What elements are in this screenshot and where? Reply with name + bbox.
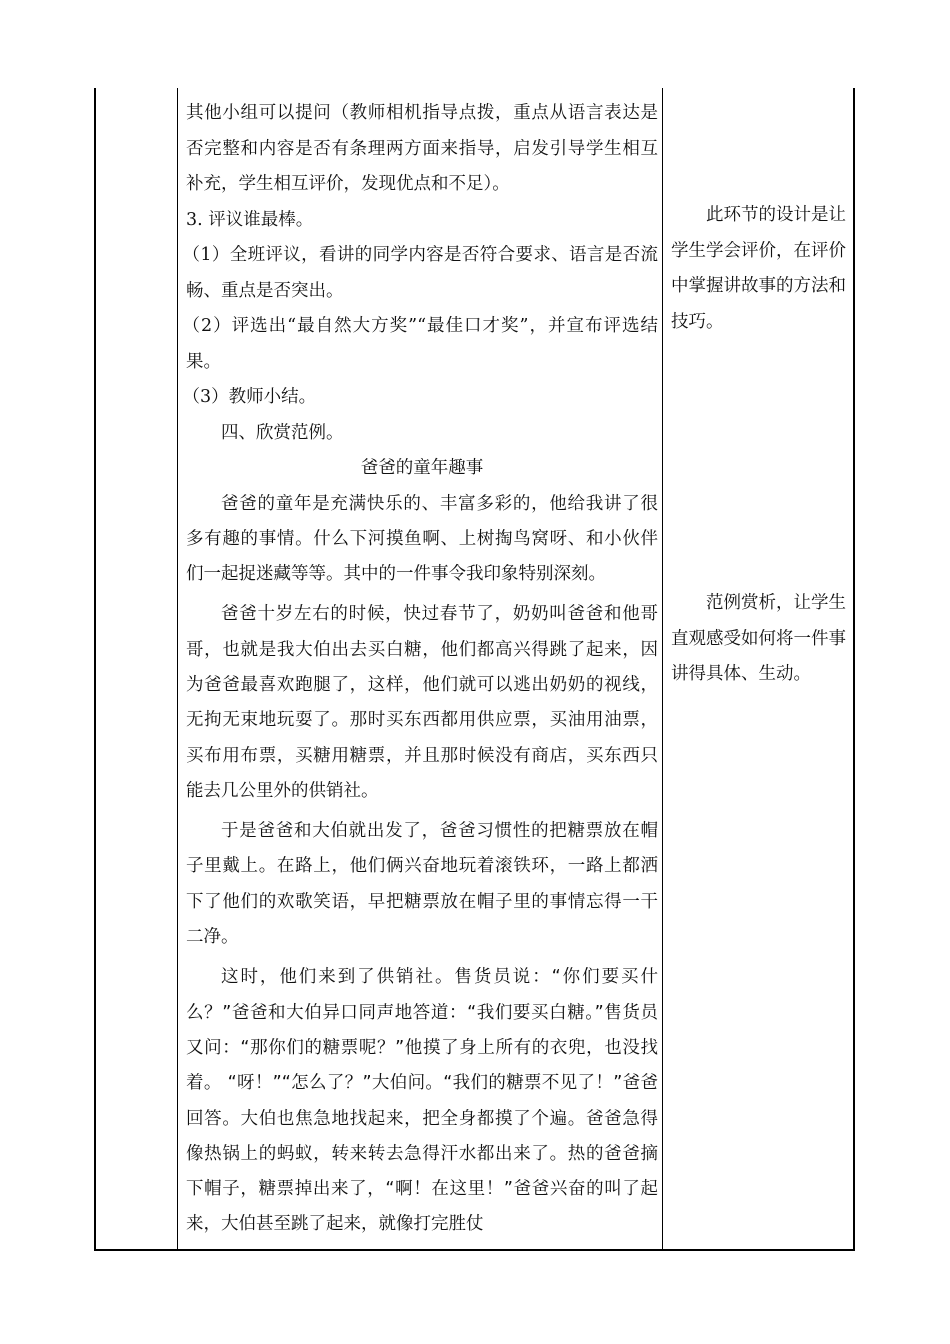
step-heading: 3. 评议谁最棒。 <box>186 209 314 230</box>
story-title: 爸爸的童年趣事 <box>360 458 484 478</box>
story-paragraph: 于是爸爸和大伯就出发了，爸爸习惯性的把糖票放在帽子里戴上。在路上，他们俩兴奋地玩着滚铁环，一路上都洒下了他们的欢歌笑语，早把糖票放在帽子里的事情忘得一干二净。 <box>186 821 658 948</box>
table-bottom-border <box>94 1249 855 1251</box>
paragraph: （3）教师小结。 <box>182 387 317 407</box>
design-note: 此环节的设计是让学生学会评价，在评价中掌握讲故事的方法和技巧。 <box>671 205 846 332</box>
teaching-process-cell <box>182 96 658 1243</box>
design-note-cell <box>671 198 849 340</box>
design-note-cell <box>671 586 849 693</box>
story-paragraph: 这时，他们来到了供销社。售货员说：“你们要买什么？”爸爸和大伯异口同声地答道：“我们要买白糖。”售货员又问：“那你们的糖票呢？”他摸了身上所有的衣兜，也没找着。 “呀！”“怎么了？”大伯问。“我们的糖票不见了！”爸爸回答。大伯也焦急地找起来，把全身都摸了个遍。爸爸急得像热锅上的蚂蚁，转来转去急得汗水都出来了。热的爸爸摘下帽子，糖票掉出来了，“啊！在这里！”爸爸兴奋的叫了起来，大伯甚至跳了起来，就像打完胜仗 <box>186 967 658 1235</box>
story-paragraph: 爸爸十岁左右的时候，快过春节了，奶奶叫爸爸和他哥哥，也就是我大伯出去买白糖，他们都高兴得跳了起来，因为爸爸最喜欢跑腿了，这样，他们就可以逃出奶奶的视线，无拘无束地玩耍了。那时买东西都用供应票，买油用油票，买布用布票，买糖用糖票，并且那时候没有商店，买东西只能去几公里外的供销社。 <box>186 604 658 801</box>
paragraph: （1）全班评议，看讲的同学内容是否符合要求、语言是否流畅、重点是否突出。 <box>182 245 658 301</box>
design-note: 范例赏析，让学生直观感受如何将一件事讲得具体、生动。 <box>671 593 846 684</box>
table-right-border <box>853 88 855 1251</box>
table-column-divider <box>662 88 663 1251</box>
story-paragraph: 爸爸的童年是充满快乐的、丰富多彩的，他给我讲了很多有趣的事情。什么下河摸鱼啊、上树掏鸟窝呀、和小伙伴们一起捉迷藏等等。其中的一件事令我印象特别深刻。 <box>186 493 658 585</box>
paragraph: 其他小组可以提问（教师相机指导点拨，重点从语言表达是否完整和内容是否有条理两方面来指导，启发引导学生相互补充，学生相互评价，发现优点和不足）。 <box>186 103 658 194</box>
table-column-divider <box>177 88 178 1251</box>
paragraph: （2）评选出“最自然大方奖”“最佳口才奖”，并宣布评选结果。 <box>182 316 658 372</box>
table-left-border <box>94 88 96 1251</box>
section-heading: 四、欣赏范例。 <box>221 422 344 443</box>
